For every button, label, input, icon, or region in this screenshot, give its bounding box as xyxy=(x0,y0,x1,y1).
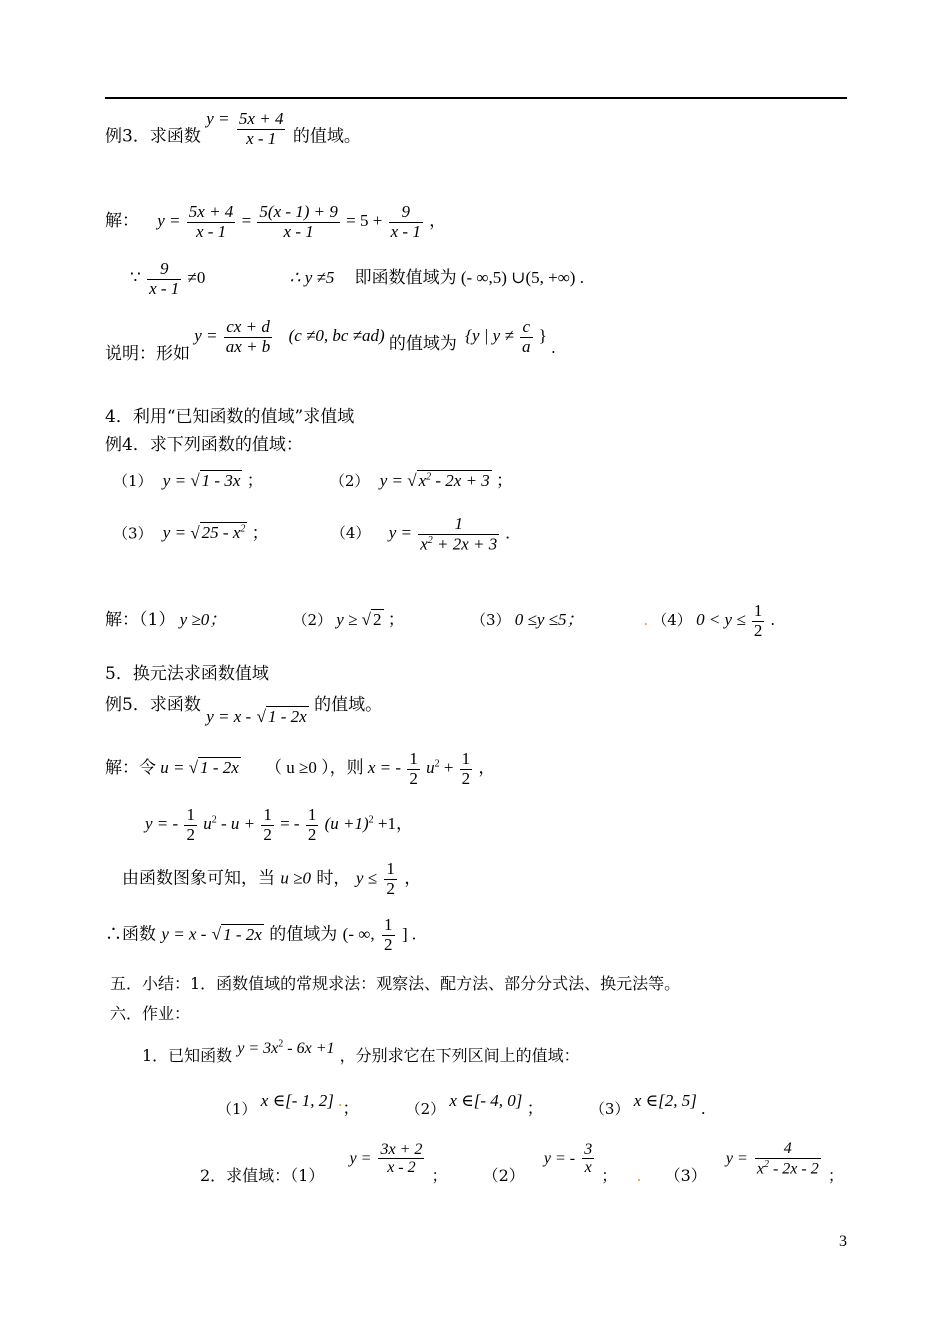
page-number: 3 xyxy=(839,1233,847,1250)
hw2-f2: y = - xyxy=(543,1150,576,1168)
hw2-f3: y = xyxy=(725,1150,748,1168)
note-frac xyxy=(224,318,273,356)
ex3-label: 例3．求函数 xyxy=(105,126,201,147)
hw2-d3-sup: 2 xyxy=(763,1158,769,1170)
ex4-a2-end: ； xyxy=(387,610,405,630)
ex5-tail: 的值域。 xyxy=(314,695,383,715)
ex4-f4d-sup: 2 xyxy=(427,534,433,546)
ex5-frac-2 xyxy=(460,750,473,788)
hw2-frac-2 xyxy=(582,1141,594,1177)
ex5y-t1: u xyxy=(203,814,212,834)
ex5g-d: 2 xyxy=(386,878,395,898)
ex4-f2r-sup: 2 xyxy=(426,471,432,483)
sol-end: ， xyxy=(429,211,447,231)
example-5: 例5．求函数 y = x - √ 1 - 2x 的值域。 xyxy=(105,695,383,726)
sol-eq2: = 5 + xyxy=(346,211,383,231)
hw2-n2: 3 xyxy=(584,1140,593,1158)
note-cond: (c ≠0, bc ≠ad) xyxy=(288,326,385,346)
hw2-d3-tail: - 2x - 2 xyxy=(768,1159,819,1177)
ex4-a3: 0 ≤y ≤5； xyxy=(514,610,584,630)
ex4-sol-label: 解：（1） xyxy=(105,610,176,631)
hw2-n1: 3x + 2 xyxy=(380,1140,423,1158)
hw1-parts xyxy=(217,1086,706,1118)
ex4-f3: y = xyxy=(162,523,187,543)
ex5y-frac-3 xyxy=(306,806,319,844)
ex4-f2-radicand xyxy=(417,470,492,490)
ex5y-y: y = - xyxy=(145,814,179,834)
hw2-d3: x xyxy=(756,1159,764,1177)
note-mid: 的值域为 xyxy=(388,334,457,355)
ex5g-frac xyxy=(384,860,397,898)
ex4-p4: （4） xyxy=(330,524,371,543)
hw2-s3: ； xyxy=(827,1166,844,1186)
summary: 五．小结：1．函数值域的常规求法：观察法、配方法、部分分式法、换元法等。 xyxy=(110,974,681,993)
ex4-f4n: 1 xyxy=(418,515,499,535)
ex5c-mid: 的值域为 xyxy=(269,924,338,945)
ex5y-d1: 2 xyxy=(186,824,195,844)
ex4-s3: ； xyxy=(251,523,269,543)
therefore-y: ∴ y ≠5 xyxy=(289,268,335,288)
hw1-tail: ，分别求它在下列区间上的值域： xyxy=(339,1046,580,1065)
note-y: y = xyxy=(194,326,218,346)
hw2-p2: （2） xyxy=(482,1166,525,1186)
ex3-num: 5x + 4 xyxy=(238,109,284,128)
ex4-f4: y = xyxy=(388,523,412,543)
ex4-a2-radicand: 2 xyxy=(373,610,382,630)
ex5y-t1-sup: 2 xyxy=(211,814,217,826)
since-n: 9 xyxy=(147,260,181,280)
ex5-graph-line xyxy=(122,860,421,898)
ex4-solution: 解：（1） y ≥0； （2） y ≥ √ 2 ； （3） 0 ≤y ≤5； . （4） 0 < y ≤ $\frac{1}{2}$ . xyxy=(105,601,775,640)
ex4-p1: （1） xyxy=(113,472,153,490)
ex3-fraction xyxy=(237,110,286,148)
sol-d1: x - 1 xyxy=(195,221,227,241)
ex5g-text: 由函数图象可知，当 xyxy=(122,868,275,889)
ex3-solution xyxy=(105,203,446,241)
ex4-f2: y = xyxy=(379,471,403,490)
ex4-f4d-tail: + 2x + 3 xyxy=(432,534,498,554)
ex4-a4: 0 < y ≤ xyxy=(696,610,746,630)
note-label: 说明：形如 xyxy=(105,344,190,365)
sol-y: y = xyxy=(157,211,181,231)
ex5-y-line xyxy=(145,806,413,844)
hw2 xyxy=(200,1140,844,1186)
note-den: ax + b xyxy=(225,336,271,356)
ex4-f4d: x xyxy=(420,534,428,554)
homework-title: 六．作业： xyxy=(110,1004,191,1023)
header-rule xyxy=(105,97,847,99)
note-sd: a xyxy=(522,336,531,356)
hw1-p1: （1） xyxy=(217,1100,257,1118)
since-range: (- ∞,5) ∪(5, +∞) . xyxy=(460,268,584,288)
ex4-a4-end: . xyxy=(770,610,775,630)
ex4-a4n: 1 xyxy=(753,601,763,620)
since-frac xyxy=(147,260,181,298)
ex4-s2: ； xyxy=(496,471,514,490)
sol-label: 解： xyxy=(105,211,139,232)
ex5c-n: 1 xyxy=(384,915,393,934)
ex3-func: y = xyxy=(206,108,230,128)
hw2-d1: x - 2 xyxy=(387,1159,416,1177)
sol-frac-1 xyxy=(187,203,236,241)
ex5-u: u = xyxy=(160,758,185,778)
ex5-plus: + xyxy=(443,758,454,778)
ex4-a4-frac xyxy=(752,602,765,640)
hw2-p3: （3） xyxy=(664,1166,707,1186)
ex5g-mid: 时， xyxy=(316,868,351,889)
ex5-end: ， xyxy=(478,758,496,778)
ex5y-d2: 2 xyxy=(263,824,272,844)
hw1-p2: （2） xyxy=(405,1100,446,1118)
ex4-f3r: 25 - x xyxy=(201,523,241,543)
ex5y-t1b: - u + xyxy=(216,814,256,834)
ex5-d1: 2 xyxy=(409,768,418,788)
ex4-row-1: （1） y = √ 1 - 3x ； （2） y = √ $x^2 - 2x + 3$ ； xyxy=(113,471,514,490)
hw2-frac-1 xyxy=(378,1141,424,1177)
ex5y-n2: 1 xyxy=(263,805,272,824)
ex3-note xyxy=(105,317,556,365)
ex4-f3r-sup: 2 xyxy=(240,523,246,535)
ex4-a4d: 2 xyxy=(753,620,763,640)
ex4-a2: y ≥ xyxy=(336,610,358,630)
ex4-row-2: （3） y = √ $25 - x^2$ ； （4） y = $\frac{1}{x^2 + 2x + 3}$ . xyxy=(113,514,510,554)
ex5-solution: 解：令 u = √ 1 - 2x （ u ≥0 ），则 x = - $\frac{1}{2}$ $u^2$ + $\frac{1}{2}$ ， xyxy=(105,749,496,788)
ex5c-frac xyxy=(382,916,395,954)
ex5y-n3: 1 xyxy=(307,805,317,824)
sol-frac-3 xyxy=(389,203,423,241)
note-end: . xyxy=(551,338,556,358)
hw2-s1: ； xyxy=(431,1166,448,1186)
hw1-f-tail: - 6x +1 xyxy=(283,1040,335,1057)
ex3-tail: 的值域。 xyxy=(292,126,361,147)
hw1-f-sup: 2 xyxy=(278,1038,284,1050)
ex3-since xyxy=(130,260,584,298)
orange-dot: . xyxy=(643,610,649,630)
since-ne0: ≠0 xyxy=(187,268,206,288)
ex5c-radicand: 1 - 2x xyxy=(223,924,262,944)
ex5-x: x = - xyxy=(367,758,402,778)
hw1-s3: . xyxy=(701,1099,706,1118)
sol-d2: x - 1 xyxy=(283,221,314,241)
hw1-i3: x ∈[2, 5] xyxy=(633,1091,697,1110)
ex5-u2-sup: 2 xyxy=(434,758,440,770)
hw2-label: 2．求值域：（1） xyxy=(200,1166,325,1186)
ex5y-t2: (u +1) xyxy=(324,814,369,834)
orange-dot-2: . xyxy=(338,1091,343,1110)
ex5-sol-radicand: 1 - 2x xyxy=(200,758,239,778)
ex5-frac-1 xyxy=(407,750,420,788)
ex4-f3-radicand xyxy=(200,522,248,542)
section-4-title: 4．利用“已知函数的值域”求值域 xyxy=(105,407,355,427)
ex5y-n1: 1 xyxy=(186,805,195,824)
ex5-f: y = x - xyxy=(206,707,252,726)
ex5c-text: ∴函数 xyxy=(105,924,156,945)
ex4-f1: y = xyxy=(162,471,187,490)
ex5-radicand: 1 - 2x xyxy=(267,707,307,726)
ex5-u2: u xyxy=(426,758,435,778)
section-5-title: 5．换元法求函数值域 xyxy=(105,664,269,684)
ex4-p3: （3） xyxy=(113,524,153,543)
ex5-cond: （ u ≥0 ），则 xyxy=(265,758,364,778)
orange-dot-3: . xyxy=(636,1166,642,1186)
hw1-i2: x ∈[- 4, 0] xyxy=(449,1091,523,1110)
ex5-d2: 2 xyxy=(461,768,471,788)
because-symbol: ∵ xyxy=(130,268,141,288)
ex4-f2r: x xyxy=(418,471,427,490)
hw1-label: 1．已知函数 xyxy=(142,1046,233,1065)
ex3-den: x - 1 xyxy=(246,128,277,148)
ex5y-frac-2 xyxy=(261,806,274,844)
hw2-frac-3 xyxy=(755,1140,821,1178)
sol-n3: 9 xyxy=(389,203,423,223)
ex4-s4: . xyxy=(505,523,510,543)
note-set-right: } xyxy=(538,326,547,346)
ex4-f2r-tail: - 2x + 3 xyxy=(431,471,490,490)
ex5g-y: y ≤ xyxy=(355,868,377,888)
hw1-s1: ； xyxy=(342,1099,360,1118)
hw2-n3: 4 xyxy=(755,1140,821,1159)
ex5y-frac-1 xyxy=(184,806,197,844)
ex4-sol-p4: （4） xyxy=(652,611,692,630)
ex4-f1-radicand: 1 - 3x xyxy=(201,471,241,490)
note-set-left: {y | y ≠ xyxy=(465,326,514,346)
since-d: x - 1 xyxy=(149,278,180,298)
ex5-conclusion: ∴函数 y = x - √ 1 - 2x 的值域为 (- ∞, $\frac{1}{2}$ ] . xyxy=(105,915,417,954)
ex5y-d3: 2 xyxy=(307,824,317,844)
sol-eq: = xyxy=(241,211,252,231)
ex4-s1: ； xyxy=(246,471,264,490)
ex5-n2: 1 xyxy=(461,749,471,768)
ex4-a1: y ≥0； xyxy=(179,610,227,630)
example-4-label: 例4．求下列函数的值域： xyxy=(105,435,303,455)
hw1-s2: ； xyxy=(526,1099,544,1118)
note-sn: c xyxy=(520,318,533,338)
ex5g-cond: u ≥0 xyxy=(280,868,311,888)
hw1-f: y = 3x xyxy=(237,1040,279,1057)
ex5c-range: (- ∞, xyxy=(342,924,375,944)
ex4-sol-p3: （3） xyxy=(471,611,511,630)
hw2-f1: y = xyxy=(349,1150,372,1168)
sol-n2: 5(x - 1) + 9 xyxy=(259,202,338,221)
since-result: 即函数值域为 xyxy=(354,268,457,289)
sol-n1: 5x + 4 xyxy=(188,202,234,221)
ex5c-end: ] . xyxy=(401,924,417,944)
sol-d3: x - 1 xyxy=(390,221,421,241)
ex5y-t2b: +1， xyxy=(373,814,413,834)
ex5-n1: 1 xyxy=(409,749,418,768)
ex5-label: 例5．求函数 xyxy=(105,695,201,715)
ex5g-end: ， xyxy=(404,868,422,889)
hw1-i1: x ∈[- 1, 2] xyxy=(260,1091,334,1110)
example-3 xyxy=(105,108,361,156)
ex4-sol-p2: （2） xyxy=(292,611,333,630)
ex5y-eq: = - xyxy=(280,814,300,834)
hw2-s2: ； xyxy=(601,1166,618,1186)
sol-frac-2 xyxy=(257,203,340,241)
ex5c-d: 2 xyxy=(384,934,393,954)
note-num: cx + d xyxy=(224,318,273,338)
ex4-f4-frac xyxy=(418,515,499,554)
note-set-frac xyxy=(520,318,533,356)
hw1 xyxy=(142,1035,580,1065)
ex5-sol-label: 解：令 xyxy=(105,758,156,779)
ex5y-t2-sup: 2 xyxy=(368,814,374,826)
ex4-p2: （2） xyxy=(329,472,370,490)
hw1-p3: （3） xyxy=(589,1100,630,1118)
hw2-d2: x xyxy=(584,1159,592,1177)
ex5c-f: y = x - xyxy=(161,924,207,944)
ex5g-n: 1 xyxy=(386,859,395,878)
